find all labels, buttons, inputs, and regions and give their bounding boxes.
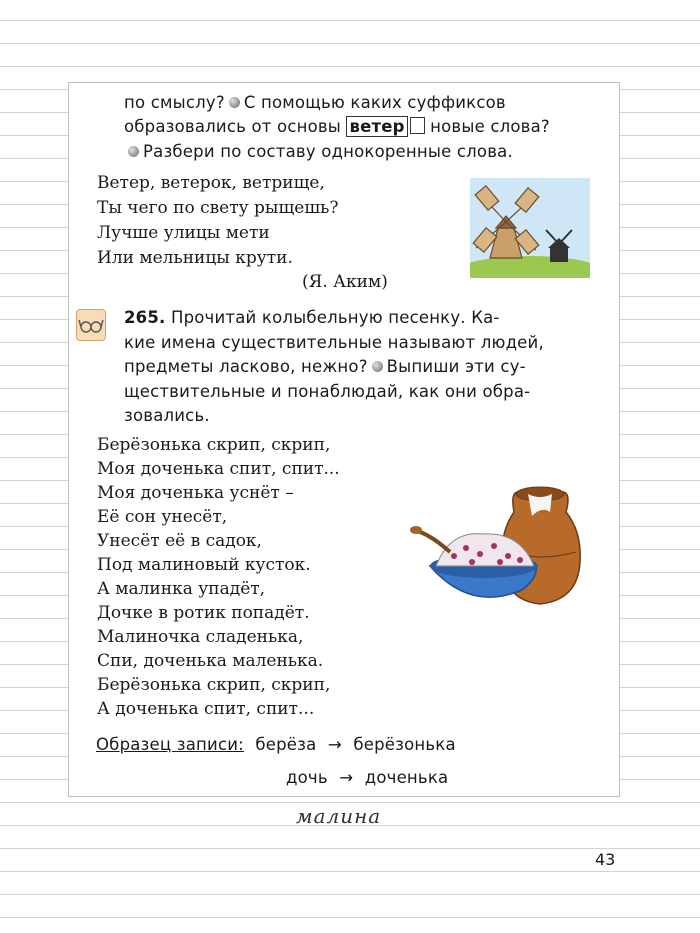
poem1-line: Лучше улицы мети bbox=[97, 223, 270, 243]
poem2-line: Унесёт её в садок, bbox=[97, 531, 262, 551]
poem2-line: Берёзонька скрип, скрип, bbox=[97, 675, 331, 695]
poem2-line: Малиночка сладенька, bbox=[97, 627, 304, 647]
sample-word-береза: берёза bbox=[255, 735, 317, 754]
windmill-illustration bbox=[470, 178, 590, 278]
poem2-line: Спи, доченька маленька. bbox=[97, 651, 324, 671]
poem2-line: А доченька спит, спит... bbox=[97, 699, 315, 719]
sample-row-2 bbox=[286, 768, 448, 787]
bullet-icon bbox=[372, 361, 383, 372]
exercise-line-1: 265. Прочитай колыбельную песенку. Ка- bbox=[124, 308, 500, 327]
exercise-number: 265. bbox=[124, 308, 166, 327]
poem1-line: Ты чего по свету рыщешь? bbox=[97, 198, 339, 218]
poem2-line: Берёзонька скрип, скрип, bbox=[97, 435, 331, 455]
poem1-author: (Я. Аким) bbox=[302, 272, 388, 292]
sample-row-1 bbox=[96, 735, 456, 754]
glasses-icon bbox=[76, 309, 106, 341]
poem2-line: Моя доченька спит, спит... bbox=[97, 459, 340, 479]
poem2-line: Дочке в ротик попадёт. bbox=[97, 603, 310, 623]
poem2-line: Моя доченька уснёт – bbox=[97, 483, 294, 503]
jug-bowl-illustration bbox=[410, 482, 590, 622]
root-ветер: ветер bbox=[346, 116, 407, 137]
bullet-icon bbox=[229, 97, 240, 108]
sample-word-березонька: берёзонька bbox=[353, 735, 456, 754]
exercise-line-2: кие имена существительные называют людей, bbox=[124, 333, 544, 352]
arrow-icon: → bbox=[327, 735, 342, 754]
intro-line-1: по смыслу? С помощью каких суффиксов bbox=[124, 93, 506, 112]
sample-word-дочь: дочь bbox=[286, 768, 328, 787]
sample-word-доченька: доченька bbox=[364, 768, 449, 787]
poem2-line: Её сон унесёт, bbox=[97, 507, 228, 527]
bullet-icon bbox=[128, 146, 139, 157]
sample-label: Образец записи: bbox=[96, 735, 244, 754]
handwritten-word: малина bbox=[296, 804, 382, 828]
intro-line-2: образовались от основы ветер новые слова? bbox=[124, 117, 550, 136]
exercise-line-5: зовались. bbox=[124, 406, 210, 425]
poem2-line: А малинка упадёт, bbox=[97, 579, 266, 599]
page-number: 43 bbox=[595, 850, 616, 869]
exercise-line-4: ществительные и понаблюдай, как они обра- bbox=[124, 382, 531, 401]
exercise-line-3: предметы ласково, нежно? Выпиши эти су- bbox=[124, 357, 526, 376]
poem1-line: Ветер, ветерок, ветрище, bbox=[97, 173, 325, 193]
arrow-icon: → bbox=[339, 768, 354, 787]
suffix-box-icon bbox=[410, 117, 425, 134]
poem2-line: Под малиновый кусток. bbox=[97, 555, 311, 575]
intro-line-3: Разбери по составу однокоренные слова. bbox=[124, 142, 513, 161]
poem1-line: Или мельницы крути. bbox=[97, 248, 293, 268]
